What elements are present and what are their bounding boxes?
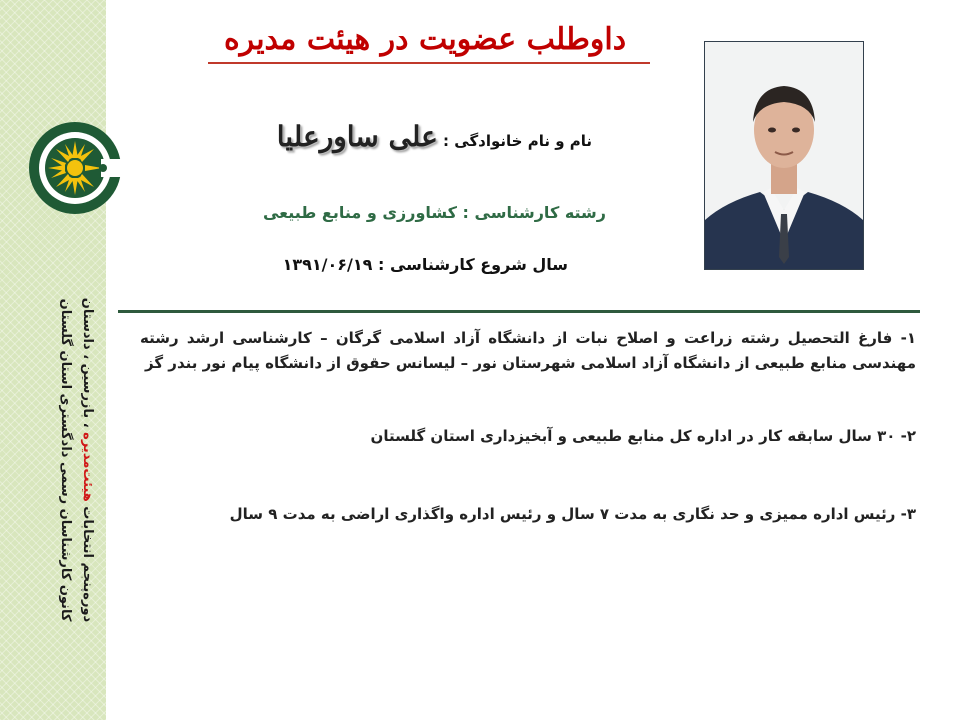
section-divider (118, 310, 920, 313)
title-underline (208, 62, 650, 64)
name-label: نام و نام خانوادگی : (437, 132, 592, 150)
kanoon-logo-icon (15, 113, 135, 223)
qualification-item: ۲- ۳۰ سال سابقه کار در اداره کل منابع طبیعی و آبخیزداری استان گلستان (370, 427, 916, 445)
sidebar-vertical-caption (8, 270, 98, 650)
candidate-name-row (240, 120, 592, 164)
candidate-name: علی ساورعلیا (276, 120, 438, 153)
qualifications-list (140, 326, 916, 527)
candidate-photo (704, 41, 864, 270)
qualification-item: ۱- فارغ التحصیل رشته زراعت و اصلاح نبات از دانشگاه آزاد اسلامی گرگان – کارشناسی ارشد رشته مهندسی منابع طبیعی از دانشگاه آزاد اسلامی شهرستان نور – لیسانس حقوق از دانشگاه پیام نور بندر گز (140, 329, 916, 372)
person-portrait-icon (705, 42, 863, 269)
qualification-item: ۳- رئیس اداره ممیزی و حد نگاری به مدت ۷ سال و رئیس اداره واگذاری اراضی به مدت ۹ سال (229, 505, 916, 523)
sidebar-caption-line-2: کانون کارشناسان رسمی دادگستری استان گلستان (58, 298, 73, 622)
expertise-field: رشته کارشناسی : کشاورزی و منابع طبیعی (262, 203, 606, 222)
page-title: داوطلب عضویت در هیئت مدیره (223, 22, 627, 57)
sidebar-caption-highlight: هیئت‌مدیره (80, 432, 95, 502)
expertise-start-year: سال شروع کارشناسی : ۱۳۹۱/۰۶/۱۹ (282, 255, 568, 274)
sidebar-caption-line-1: دوره‌پنجم انتخابات هیئت‌مدیره ، بازرسین ، دادستان (80, 297, 95, 623)
